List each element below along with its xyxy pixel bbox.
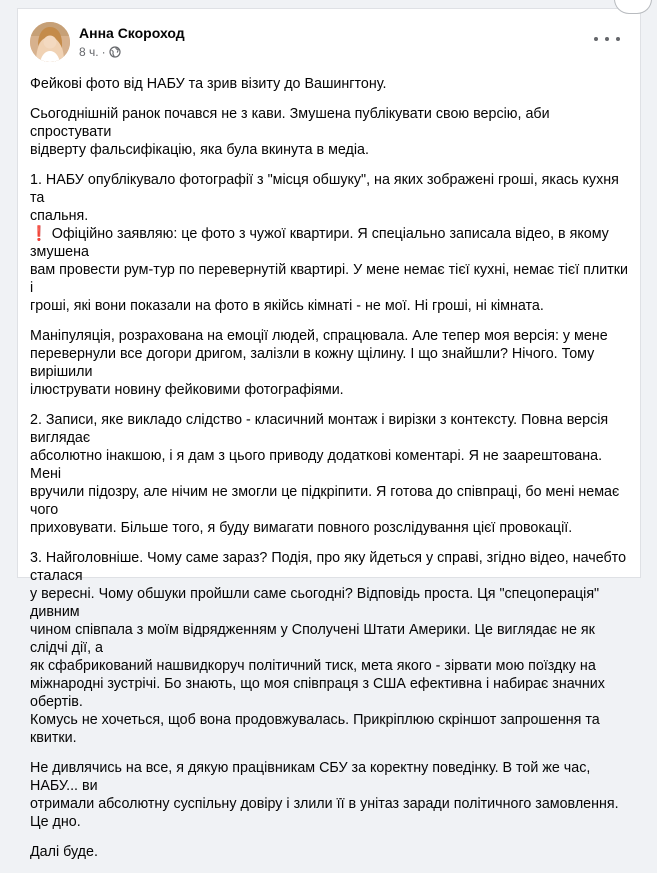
- text-line: Сьогоднішній ранок почався не з кави. Змушена публікувати свою версію, аби спростувати: [30, 106, 550, 140]
- text-line: Маніпуляція, розрахована на емоції людей, спрацювала. Але тепер моя версія: у мене: [30, 328, 608, 344]
- text-line: 2. Записи, яке викладо слідство - класичний монтаж і вирізки з контексту. Повна версія виглядає: [30, 412, 609, 446]
- text-line: Фейкові фото від НАБУ та зрив візиту до Вашингтону.: [30, 76, 387, 92]
- paragraph-manipulation: [30, 327, 630, 399]
- globe-icon[interactable]: [109, 46, 121, 58]
- text-line: вручили підозру, але нічим не змогли це підкріпити. Я готова до співпраці, бо мені немає чого: [30, 484, 620, 518]
- text-line: ілюструвати новину фейковими фотографіями.: [30, 382, 344, 398]
- post-meta: [79, 45, 121, 59]
- text-line: отримали абсолютну суспільну довіру і злили її в унітаз заради політичного замовлення. Це дно.: [30, 796, 619, 830]
- text-line: чином співпала з моїм відрядженням у Сполучені Штати Америки. Це виглядає не як слідчі дії, а: [30, 622, 595, 656]
- post-card: [17, 8, 641, 860]
- text-line: вам провести рум-тур по перевернутій квартирі. У мене немає тієї кухні, немає тієї плитки і: [30, 262, 629, 296]
- paragraph-thanks: [30, 759, 630, 831]
- paragraph-closing: [30, 843, 630, 861]
- text-line: у вересні. Чому обшуки пройшли саме сьогодні? Відповідь проста. Ця "спецоперація" дивним: [30, 586, 600, 620]
- post-header: [30, 22, 626, 62]
- avatar-photo: [30, 22, 70, 62]
- paragraph-title: [30, 75, 630, 93]
- paragraph-point-1: [30, 171, 630, 315]
- exclamation-icon: ❗: [30, 226, 48, 242]
- paragraph-point-3: [30, 549, 630, 747]
- floating-button-edge[interactable]: [614, 0, 652, 14]
- text-line: перевернули все догори дригом, залізли в кожну щілину. І що знайшли? Нічого. Тому вирішили: [30, 346, 595, 380]
- text-line: Комусь не хочеться, щоб вона продовжувалась. Прикріплюю скріншот запрошення та квитки.: [30, 712, 600, 746]
- text-line: Далі буде.: [30, 844, 98, 860]
- meta-separator: ·: [101, 45, 106, 59]
- paragraph-intro: [30, 105, 630, 159]
- text-line: абсолютно інакшою, і я дам з цього приводу додаткові коментарі. Я не заарештована. Мені: [30, 448, 603, 482]
- avatar[interactable]: [30, 22, 70, 62]
- text-line: відверту фальсифікацію, яка була вкинута в медіа.: [30, 142, 369, 158]
- text-line: Офіційно заявляю: це фото з чужої квартири. Я спеціально записала відео, в якому змушена: [30, 226, 609, 260]
- text-line: як сфабрикований нашвидкоруч політичний тиск, мета якого - зірвати мою поїздку на: [30, 658, 596, 674]
- text-line: міжнародні зустрічі. Бо знають, що моя співпраця з США ефективна і набирає значних обертів.: [30, 676, 605, 710]
- text-line: спальня.: [30, 208, 89, 224]
- more-options-icon[interactable]: [594, 32, 620, 46]
- text-line: 3. Найголовніше. Чому саме зараз? Подія, про яку йдеться у справі, згідно відео, начебто сталася: [30, 550, 627, 584]
- paragraph-point-2: [30, 411, 630, 537]
- post-time[interactable]: 8 ч.: [79, 45, 99, 59]
- text-line: Не дивлячись на все, я дякую працівникам СБУ за коректну поведінку. В той же час, НАБУ... ви: [30, 760, 591, 794]
- author-name[interactable]: Анна Скороход: [79, 25, 185, 41]
- text-line: приховувати. Більше того, я буду вимагати повного розслідування цієї провокації.: [30, 520, 573, 536]
- text-line: 1. НАБУ опублікувало фотографії з "місця обшуку", на яких зображені гроші, якась кухня та: [30, 172, 619, 206]
- post-text: [30, 75, 630, 873]
- text-line: гроші, які вони показали на фото в якійсь кімнаті - не мої. Ні гроші, ні кімната.: [30, 298, 544, 314]
